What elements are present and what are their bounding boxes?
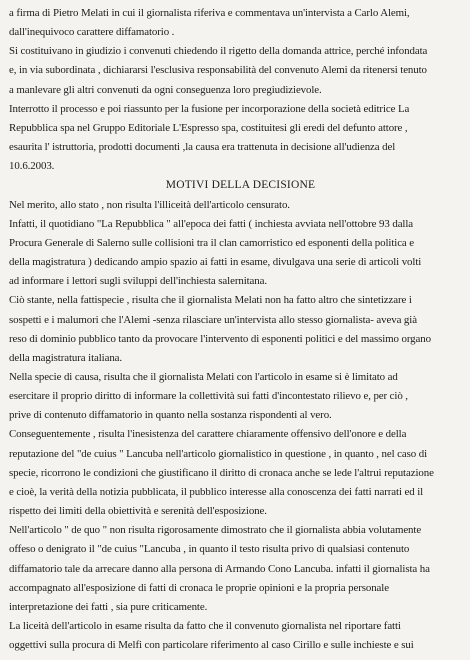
text-line: Procura Generale di Salerno sulle collisioni tra il clan camorristico ed esponenti della politica e — [9, 236, 415, 249]
text-line: La liceità dell'articolo in esame risulta da fatto che il convenuto giornalista nel riportare fatti — [9, 620, 401, 632]
paragraph-block-intro — [9, 4, 464, 176]
text-line: esaurita l' istruttoria, prodotti documenti ,la causa era trattenuta in decisione all'udienza del — [9, 141, 396, 154]
text-line: Nel merito, allo stato , non risulta l'illiceità dell'articolo censurato. — [9, 198, 290, 211]
text-line: specie, ricorrono le condizioni che giustificano il diritto di cronaca anche se lede l'altrui reputazione — [9, 466, 434, 479]
text-line: Interrotto il processo e poi riassunto per la fusione per incorporazione della società editrice La — [9, 102, 410, 115]
text-line: dall'inequivoco carattere diffamatorio . — [9, 26, 175, 39]
text-line: esercitare il proprio diritto di informare la collettività sui fatti d'incontestato rilievo e, per ciò , — [9, 390, 408, 403]
text-line: della magistratura italiana. — [9, 351, 123, 364]
text-line: Nella specie di causa, risulta che il giornalista Melati con l'articolo in esame si è limitato ad — [9, 370, 398, 383]
text-line: 10.6.2003. — [9, 160, 55, 173]
text-line: ad informare i lettori sugli sviluppi dell'inchiesta salernitana. — [9, 275, 267, 288]
text-line: sospetti e i malumori che l'Alemi -senza rilasciare un'intervista allo stesso giornalista- aveva già — [9, 313, 417, 326]
text-line: e, in via subordinata , dichiararsi l'esclusiva responsabilità del convenuto Alemi da ritenersi tenuto — [9, 64, 427, 77]
text-line: Si costituivano in giudizio i convenuti chiedendo il rigetto della domanda attrice, perché infondata — [9, 45, 428, 58]
text-line: e cioè, la verità della notizia pubblicata, il pubblico interesse alla conoscenza dei fatti narrati ed il — [9, 485, 424, 498]
text-line: a manlevare gli altri convenuti da ogni conseguenza loro pregiudizievole. — [9, 83, 322, 96]
text-line: interpretazione dei fatti , sia pure criticamente. — [9, 600, 208, 613]
text-line: accompagnato all'esposizione di fatti di cronaca le proprie opinioni e la propria personale — [9, 581, 389, 594]
text-line: Repubblica spa nel Gruppo Editoriale L'Espresso spa, costituitesi gli eredi del defunto attore , — [9, 121, 408, 134]
text-line: Nell'articolo " de quo " non risulta rigorosamente dimostrato che il giornalista abbia volutamente — [9, 524, 422, 537]
text-line: Infatti, il quotidiano "La Repubblica " all'epoca dei fatti ( inchiesta avviata nell'ottobre 93 dalla — [9, 217, 414, 230]
text-line: prive di contenuto diffamatorio in quanto nella sostanza rispondenti al vero. — [9, 409, 332, 422]
text-line: Conseguentemente , risulta l'inesistenza del carattere chiaramente offensivo dell'onore e della — [9, 428, 407, 441]
text-line: a firma di Pietro Melati in cui il giornalista riferiva e commentava un'intervista a Carlo Alemi, — [9, 7, 410, 19]
text-line: reso di dominio pubblico tanto da provocare l'intervento di esponenti politici e del massimo organo — [9, 332, 431, 345]
text-line: diffamatorio tale da arrecare danno alla persona di Armando Cono Lancuba. infatti il giornalista ha — [9, 562, 430, 575]
text-line: della magistratura ) dedicando ampio spazio ai fatti in esame, divulgava una serie di articoli volti — [9, 256, 422, 269]
text-line: oggettivi sulla procura di Melfi con particolare riferimento al caso Cirillo e sulle inchieste e sui — [9, 639, 414, 652]
text-line: rispetto dei limiti della obiettività e serenità dell'esposizione. — [9, 505, 267, 518]
text-line: Ciò stante, nella fattispecie , risulta che il giornalista Melati non ha fatto altro che sintetizzare i — [9, 294, 412, 307]
paragraph-block-decision — [9, 196, 464, 656]
text-line: offeso o denigrato il "de cuius "Lancuba , in quanto il testo risulta privo di qualsiasi contenuto — [9, 543, 410, 556]
text-line: reputazione del "de cuius " Lancuba nell'articolo giornalistico in questione , in quanto , nel caso di — [9, 447, 428, 460]
section-heading: MOTIVI DELLA DECISIONE — [165, 179, 316, 192]
